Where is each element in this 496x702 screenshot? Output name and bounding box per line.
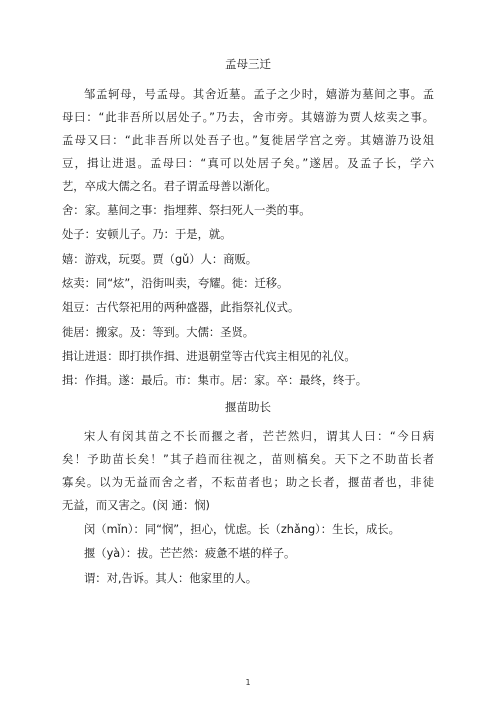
annotation-line: 揖让进退：即打拱作揖、进退朝堂等古代宾主相见的礼仪。 bbox=[62, 350, 356, 363]
annotation-line: 舍：家。墓间之事：指埋葬、祭扫死人一类的事。 bbox=[62, 204, 311, 217]
annotation-line: 炫卖：同“炫”，沿街叫卖，夸耀。徙：迁移。 bbox=[62, 277, 289, 290]
paragraph-line: 艺，卒成大儒之名。君子谓孟母善以渐化。 bbox=[62, 180, 277, 193]
paragraph-line: 寡矣。以为无益而舍之者，不耘苗者也；助之长者，揠苗者也，非徒 bbox=[62, 476, 434, 489]
paragraph-line: 矣！予助苗长矣！”其子趋而往视之，苗则槁矣。天下之不助苗长者 bbox=[62, 453, 434, 466]
annotation-line: 谓：对,告诉。其人：他家里的人。 bbox=[84, 572, 258, 585]
annotation-line: 俎豆：古代祭祀用的两种盛器，此指祭礼仪式。 bbox=[62, 301, 300, 314]
annotation-line: 徙居：搬家。及：等到。大儒：圣贤。 bbox=[62, 326, 255, 339]
annotation-line: 闵（mǐn）：同“悯”，担心，忧虑。长（zhǎng）：生长，成长。 bbox=[84, 523, 400, 536]
paragraph-line: 邹孟轲母，号孟母。其舍近墓。孟子之少时，嬉游为墓间之事。孟 bbox=[84, 88, 434, 101]
paragraph-line: 宋人有闵其苗之不长而揠之者，芒芒然归，谓其人曰：“今日病 bbox=[84, 430, 434, 443]
paragraph-line: 母曰：“此非吾所以居处子。”乃去，舍市旁。其嬉游为贾人炫卖之事。 bbox=[62, 111, 434, 124]
annotation-line: 揖：作揖。遂：最后。市：集市。居：家。卒：最终，终于。 bbox=[62, 374, 368, 387]
page-number: 1 bbox=[245, 678, 251, 687]
annotation-line: 嬉：游戏，玩耍。贾（gǔ）人：商贩。 bbox=[62, 253, 258, 266]
section-title-mengmu: 孟母三迁 bbox=[225, 57, 271, 71]
paragraph-line: 豆，揖让进退。孟母曰：“真可以处居子矣。”遂居。及孟子长，学六 bbox=[62, 157, 434, 170]
paragraph-line: 无益，而又害之。(闵 通：悯) bbox=[62, 499, 210, 512]
paragraph-line: 孟母又曰：“此非吾所以处吾子也。”复徙居学宫之旁。其嬉游乃设俎 bbox=[62, 134, 434, 147]
section-title-yamiao: 揠苗助长 bbox=[225, 400, 271, 414]
annotation-line: 处子：安顿儿子。乃：于是，就。 bbox=[62, 228, 232, 241]
annotation-line: 揠（yà）：拔。芒芒然：疲惫不堪的样子。 bbox=[84, 547, 296, 560]
